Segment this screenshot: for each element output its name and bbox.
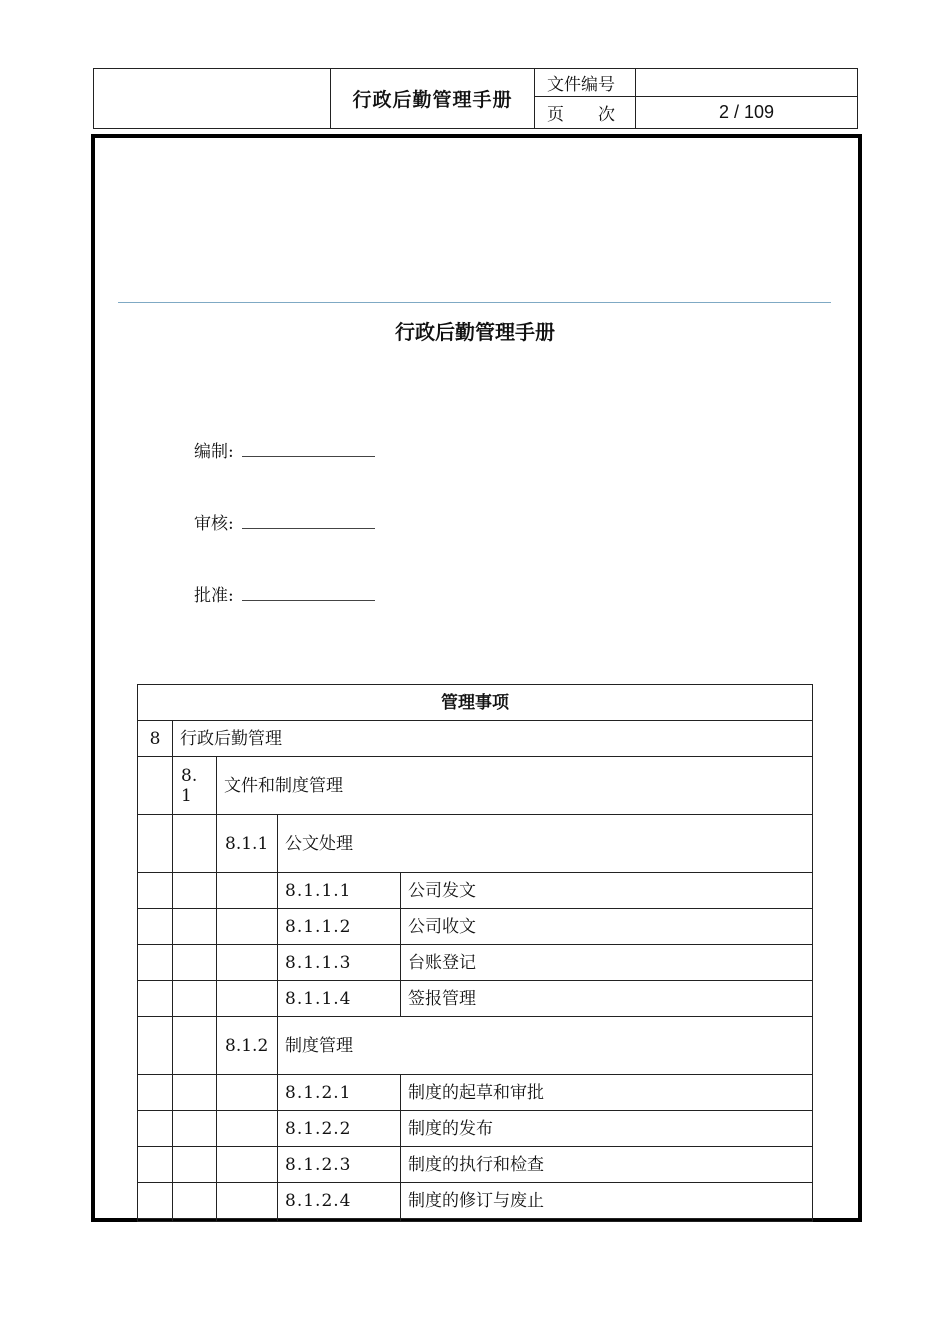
toc-indent-cell bbox=[138, 1147, 173, 1183]
toc-cut-cell bbox=[217, 1219, 278, 1222]
signoff-reviewed bbox=[194, 509, 375, 534]
toc-indent-cell bbox=[217, 1147, 278, 1183]
toc-item-title: 签报管理 bbox=[401, 981, 813, 1017]
page-value: 2 / 109 bbox=[636, 97, 858, 129]
header-blank-cell bbox=[94, 69, 331, 129]
signoff-compiled-label: 编制: bbox=[194, 442, 234, 462]
toc-item-title: 公司发文 bbox=[401, 873, 813, 909]
toc-item-code: 8.1.2.4 bbox=[278, 1183, 401, 1219]
toc-item-title: 制度的起草和审批 bbox=[401, 1075, 813, 1111]
toc-indent-cell bbox=[138, 981, 173, 1017]
toc-item-title: 制度的发布 bbox=[401, 1111, 813, 1147]
toc-level1-title: 行政后勤管理 bbox=[173, 721, 813, 757]
toc-table bbox=[137, 684, 813, 1222]
toc-item-title: 台账登记 bbox=[401, 945, 813, 981]
signoff-reviewed-line[interactable] bbox=[242, 512, 375, 529]
toc-indent-cell bbox=[138, 1075, 173, 1111]
toc-indent-cell bbox=[138, 1111, 173, 1147]
toc-indent-cell bbox=[173, 873, 217, 909]
toc-indent-cell bbox=[138, 1183, 173, 1219]
toc-group2-num: 8.1.2 bbox=[217, 1017, 278, 1075]
toc-level2-num: 8.1 bbox=[173, 757, 217, 815]
toc-group1-num: 8.1.1 bbox=[217, 815, 278, 873]
toc-cut-cell bbox=[173, 1219, 217, 1222]
toc-indent-cell bbox=[173, 1147, 217, 1183]
toc-indent-cell bbox=[138, 1017, 173, 1075]
toc-cut-cell bbox=[278, 1219, 401, 1222]
toc-item-code: 8.1.1.1 bbox=[278, 873, 401, 909]
toc-indent-cell bbox=[217, 873, 278, 909]
toc-indent-cell bbox=[138, 909, 173, 945]
title-divider bbox=[118, 302, 831, 303]
toc-item-title: 制度的执行和检查 bbox=[401, 1147, 813, 1183]
signoff-reviewed-label: 审核: bbox=[194, 514, 234, 534]
toc-indent-cell bbox=[217, 1183, 278, 1219]
document-title: 行政后勤管理手册 bbox=[395, 320, 555, 344]
toc-item-code: 8.1.1.2 bbox=[278, 909, 401, 945]
toc-item-code: 8.1.2.1 bbox=[278, 1075, 401, 1111]
doc-number-label: 文件编号 bbox=[535, 69, 636, 97]
toc-item-code: 8.1.2.3 bbox=[278, 1147, 401, 1183]
signoff-approved-line[interactable] bbox=[242, 584, 375, 601]
signoff-compiled-line[interactable] bbox=[242, 440, 375, 457]
toc-indent-cell bbox=[173, 1017, 217, 1075]
toc-indent-cell bbox=[173, 1111, 217, 1147]
page-label: 页 次 bbox=[535, 97, 636, 129]
toc-indent-cell bbox=[173, 1075, 217, 1111]
header-title: 行政后勤管理手册 bbox=[331, 69, 535, 129]
toc-indent-cell bbox=[217, 945, 278, 981]
toc-indent-cell bbox=[217, 981, 278, 1017]
signoff-approved-label: 批准: bbox=[194, 586, 234, 606]
toc-heading: 管理事项 bbox=[138, 685, 813, 721]
toc-indent-cell bbox=[217, 1111, 278, 1147]
toc-group1-title: 公文处理 bbox=[278, 815, 813, 873]
toc-item-code: 8.1.1.3 bbox=[278, 945, 401, 981]
toc-level1-num: 8 bbox=[138, 721, 173, 757]
toc-indent-cell bbox=[138, 945, 173, 981]
toc-indent-cell bbox=[173, 1183, 217, 1219]
toc-level2-title: 文件和制度管理 bbox=[217, 757, 813, 815]
toc-indent-cell bbox=[138, 815, 173, 873]
doc-number-value bbox=[636, 69, 858, 97]
toc-indent-cell bbox=[217, 909, 278, 945]
toc-indent-cell bbox=[217, 1075, 278, 1111]
toc-cut-cell bbox=[401, 1219, 813, 1222]
toc-cut-cell bbox=[138, 1219, 173, 1222]
toc-item-code: 8.1.2.2 bbox=[278, 1111, 401, 1147]
toc-indent-cell bbox=[138, 757, 173, 815]
toc-indent-cell bbox=[173, 981, 217, 1017]
signoff-approved bbox=[194, 581, 375, 606]
signoff-compiled bbox=[194, 437, 375, 462]
page-header-table bbox=[93, 68, 858, 129]
toc-indent-cell bbox=[173, 815, 217, 873]
toc-item-title: 公司收文 bbox=[401, 909, 813, 945]
toc-indent-cell bbox=[173, 909, 217, 945]
toc-item-title: 制度的修订与废止 bbox=[401, 1183, 813, 1219]
toc-group2-title: 制度管理 bbox=[278, 1017, 813, 1075]
toc-item-code: 8.1.1.4 bbox=[278, 981, 401, 1017]
toc-indent-cell bbox=[138, 873, 173, 909]
toc-indent-cell bbox=[173, 945, 217, 981]
